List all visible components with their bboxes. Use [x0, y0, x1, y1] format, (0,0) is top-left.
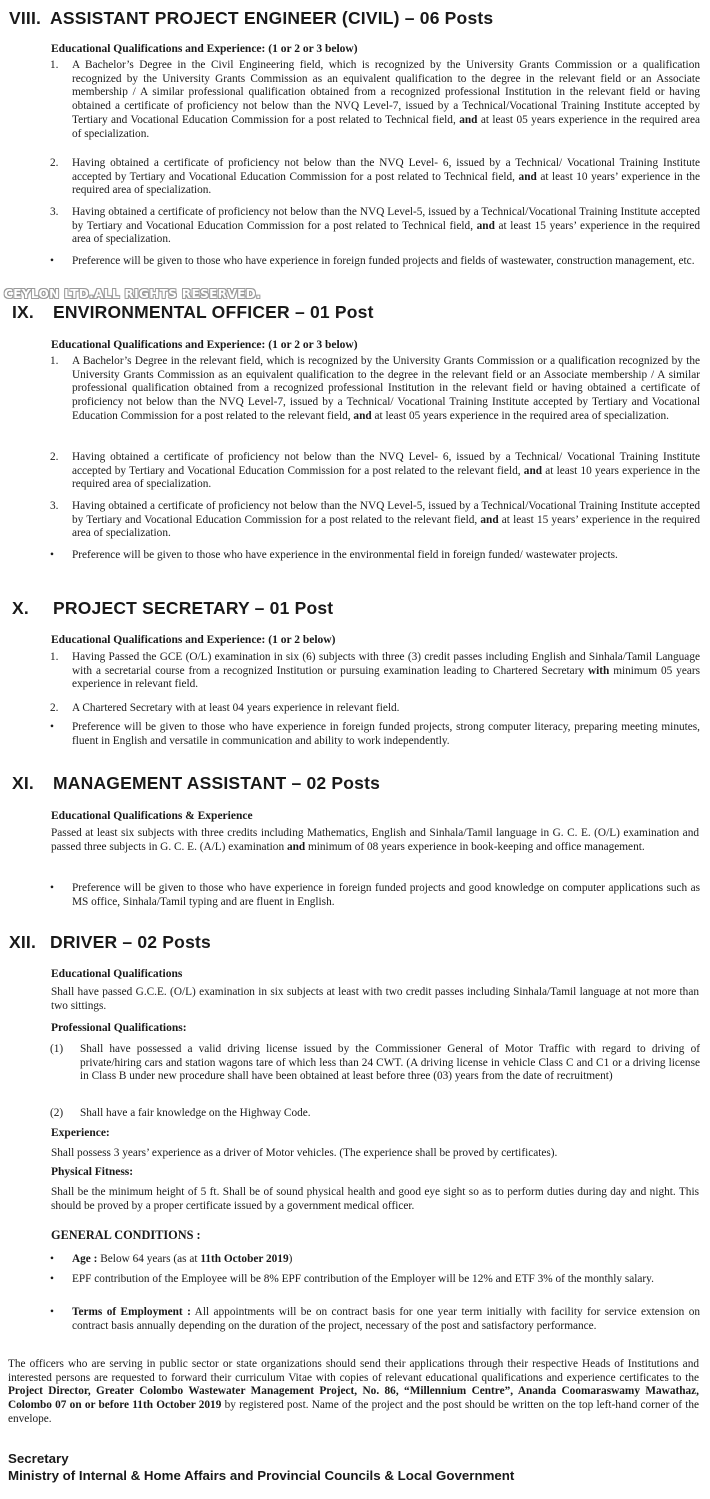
list-item: • EPF contribution of the Employee will be 8% EPF contribution of the Employer will be 12% and ETF 3% of the monthly salary. [50, 1273, 654, 1285]
list-item: • Preference will be given to those who have experience in foreign funded projects and good knowledge on computer applications such as MS office, Sinhala/Tamil typing and are fluent in English. [50, 882, 700, 908]
signatory-title: Secretary [8, 1451, 69, 1466]
section-title: MANAGEMENT ASSISTANT – 02 Posts [53, 773, 381, 793]
list-item: 1. A Bachelor’s Degree in the relevant field, which is recognized by the University Grants Commission or a qualification recognized by the University Grants Commission as an equivalent qualification to the degree in the relevant field or an Associate membership / A similar professional qualification obtained from a recognized professional Institution in the relevant field or having obtained a certificate of proficiency not below than the NVQ Level-7, issued by a Technical/ Vocational Training Institute accepted by Tertiary and Vocational Education Commission for a post related to the relevant field, and at least 05 years experience in the required area of specialization. [50, 355, 700, 422]
section-viii-heading [9, 8, 493, 29]
physical-fitness-paragraph: Shall be the minimum height of 5 ft. Shall be of sound physical health and good eye sight so as to perform duties during day and night. This should be proved by a proper certificate issued by a government medical officer. [51, 1186, 699, 1212]
education-paragraph: Shall have passed G.C.E. (O/L) examination in six subjects at least with two credit passes including Sinhala/Tamil language at not more than two sittings. [51, 986, 699, 1012]
list-item: • Terms of Employment : All appointments will be on contract basis for one year term initially with facility for service extension on contract basis annually depending on the duration of the project, necessary of the post and satisfactory performance. [50, 1306, 701, 1332]
experience-heading: Experience: [51, 1127, 110, 1139]
list-item: 1. Having Passed the GCE (O/L) examination in six (6) subjects with three (3) credit passes including English and Sinhala/Tamil Language with a secretarial course from a recognized Institution or pursuing examination leading to Chartered Secretary with minimum 05 years experience in relevant field. [50, 651, 701, 691]
section-number: XI. [12, 773, 34, 793]
list-item: • Preference will be given to those who have experience in foreign funded projects, strong computer literacy, preparing meeting minutes, fluent in English and versatile in communication and ability to work independently. [50, 721, 700, 747]
list-item: (1) Shall have possessed a valid driving license issued by the Commissioner General of Motor Traffic with regard to driving of private/hiring cars and station wagons tare of which less than 24 CWT. (A driving license in vehicle Class C and C1 or a driving license in Class B under new procedure shall have been obtained at least before three (03) years from the date of recruitment) [50, 1043, 700, 1083]
section-xi-heading [9, 773, 380, 794]
list-item: 3. Having obtained a certificate of proficiency not below than the NVQ Level-5, issued by a Technical/Vocational Training Institute accepted by Tertiary and Vocational Education Commission for a post related to the relevant field, and at least 15 years’ experience in the required area of specialization. [50, 500, 700, 540]
physical-fitness-heading: Physical Fitness: [51, 1166, 134, 1178]
list-item: • Preference will be given to those who have experience in foreign funded projects and fields of wastewater, construction management, etc. [50, 255, 695, 267]
qualification-paragraph: Passed at least six subjects with three credits including Mathematics, English and Sinhala/Tamil language in G. C. E. (O/L) examination and passed three subjects in G. C. E. (A/L) examination and minimum of 08 years experience in book-keeping and office management. [51, 827, 699, 853]
watermark: CEYLON LTD.ALL RIGHTS RESERVED. [4, 287, 261, 301]
section-number: X. [12, 598, 29, 618]
section-x-heading [9, 598, 333, 619]
list-item: 2. A Chartered Secretary with at least 04 years experience in relevant field. [50, 702, 400, 714]
list-item: 3. Having obtained a certificate of proficiency not below than the NVQ Level-5, issued by a Technical/Vocational Training Institute accepted by Tertiary and Vocational Education Commission for a post related to Technical field, and at least 15 years’ experience in the required area of specialization. [50, 206, 700, 246]
closing-paragraph: The officers who are serving in public sector or state organizations should send their applications through their respective Heads of Institutions and interested persons are requested to forward their curriculum Vitae with copies of relevant educational qualifications and experience certificates to the Project Director, Greater Colombo Wastewater Management Project, No. 86, “Millennium Centre”, Ananda Coomaraswamy Mawathaz, Colombo 07 on or before 11th October 2019 by registered post. Name of the project and the post should be written on the top left-hand corner of the envelope. [8, 1358, 699, 1425]
section-ix-subheading: Educational Qualifications and Experience: (1 or 2 or 3 below) [51, 339, 358, 351]
list-item: 1. A Bachelor’s Degree in the Civil Engineering field, which is recognized by the University Grants Commission or a qualification recognized by the University Grants Commission as an equivalent qualification to the degree in the relevant field or an Associate membership / A similar professional qualification obtained from a recognized professional Institution in the relevant field or having obtained a certificate of proficiency not below than the NVQ Level-7, issued by a Technical/Vocational Training Institute accepted by Tertiary and Vocational Education Commission for a post related to Technical field, and at least 05 years experience in the required area of specialization. [50, 59, 700, 140]
section-title: ASSISTANT PROJECT ENGINEER (CIVIL) – 06 Posts [50, 8, 494, 28]
section-xi-subheading: Educational Qualifications & Experience [51, 810, 253, 822]
section-title: PROJECT SECRETARY – 01 Post [53, 598, 334, 618]
list-item: • Age : Below 64 years (as at 11th October 2019) [50, 1253, 293, 1265]
list-item: (2) Shall have a fair knowledge on the Highway Code. [50, 1107, 311, 1119]
section-title: ENVIRONMENTAL OFFICER – 01 Post [53, 302, 374, 322]
section-title: DRIVER – 02 Posts [50, 932, 211, 952]
section-ix-heading [9, 302, 374, 323]
list-item: • Preference will be given to those who have experience in the environmental field in foreign funded/ wastewater projects. [50, 549, 618, 561]
section-x-subheading: Educational Qualifications and Experience: (1 or 2 below) [51, 634, 336, 646]
ministry-name: Ministry of Internal & Home Affairs and Provincial Councils & Local Government [8, 1468, 515, 1483]
list-item: 2. Having obtained a certificate of proficiency not below than the NVQ Level- 6, issued by a Technical/ Vocational Training Institute accepted by Tertiary and Vocational Education Commission for a post related to the relevant field, and at least 10 years experience in the required area of specialization. [50, 451, 701, 491]
section-xii-heading [9, 932, 211, 953]
list-item: 2. Having obtained a certificate of proficiency not below than the NVQ Level- 6, issued by a Technical/ Vocational Training Institute accepted by Tertiary and Vocational Education Commission for a post related to Technical field, and at least 10 years’ experience in the required area of specialization. [50, 157, 700, 197]
section-viii-subheading: Educational Qualifications and Experience: (1 or 2 or 3 below) [51, 43, 358, 55]
experience-paragraph: Shall possess 3 years’ experience as a driver of Motor vehicles. (The experience shall be proved by certificates). [51, 1147, 558, 1159]
general-conditions-heading: GENERAL CONDITIONS : [51, 1228, 201, 1242]
section-xii-subheading: Educational Qualifications [51, 968, 183, 980]
section-number: VIII. [9, 8, 42, 28]
section-number: IX. [12, 302, 34, 322]
professional-qualifications-heading: Professional Qualifications: [51, 1022, 187, 1034]
section-number: XII. [9, 932, 37, 952]
